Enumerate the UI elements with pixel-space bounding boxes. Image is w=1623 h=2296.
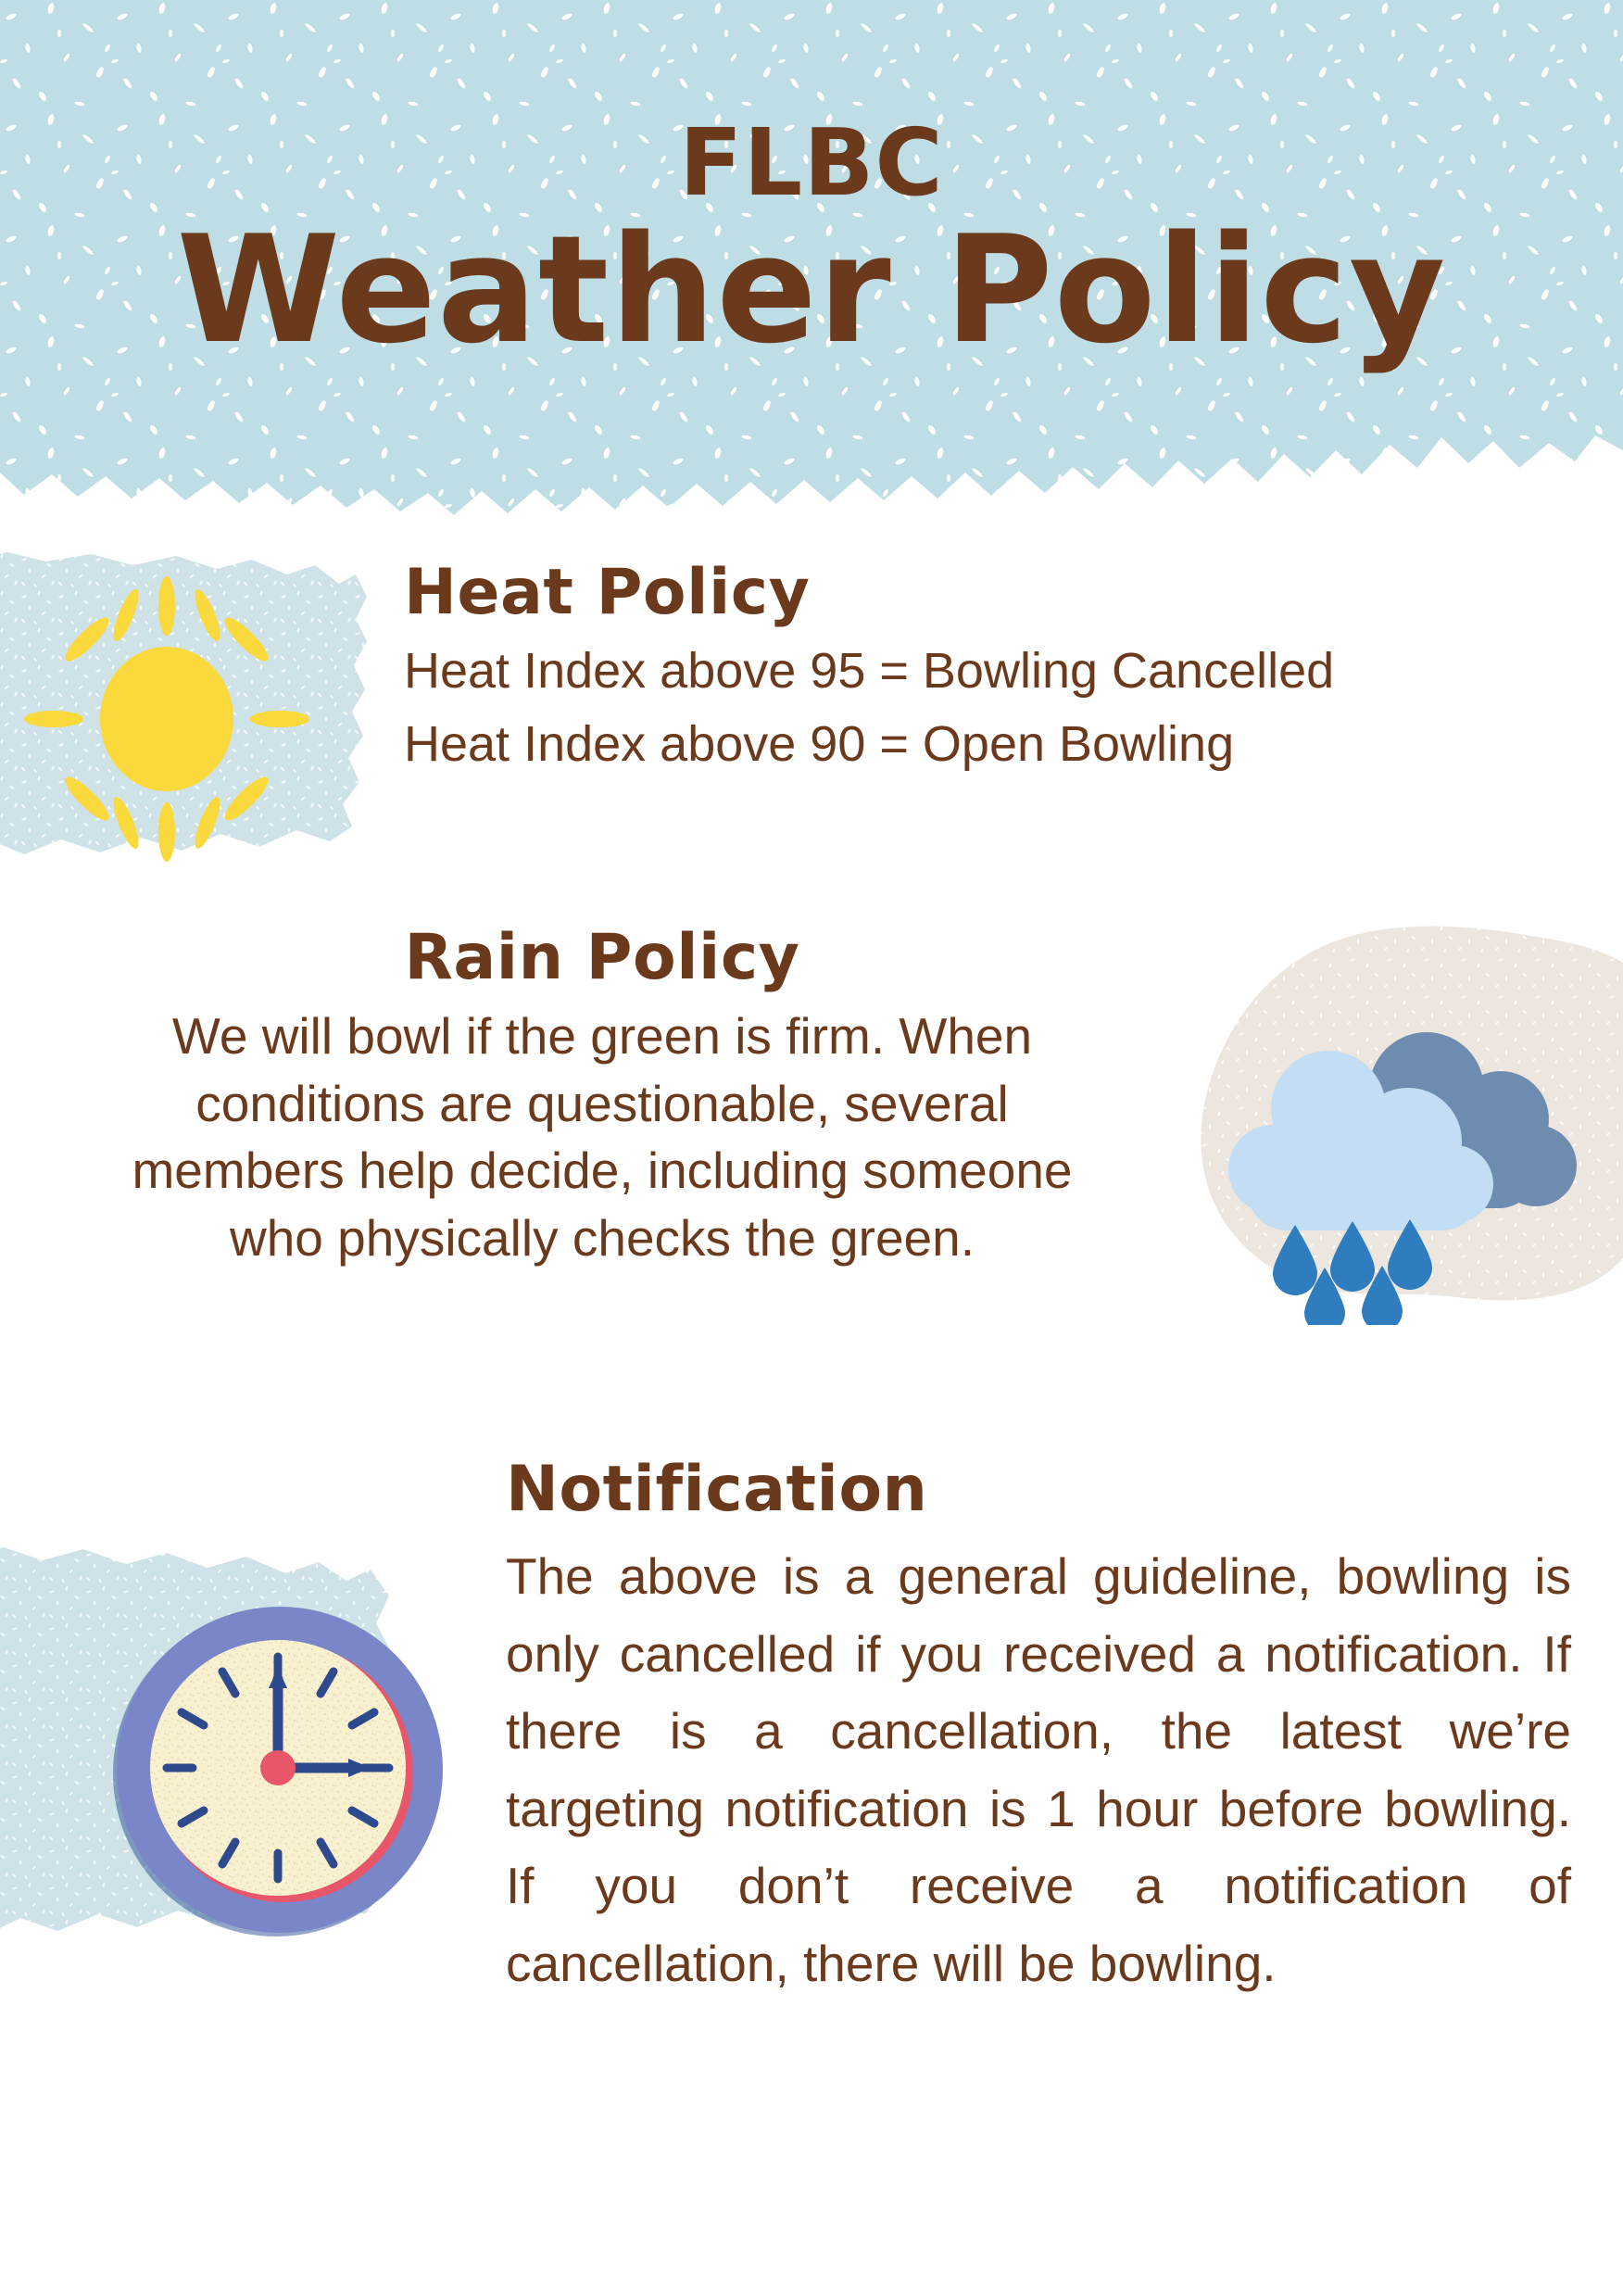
notification-body: The above is a general guideline, bowling is only cancelled if you received a notification. If there is a cancellation, the latest we’re targeting notification is 1 hour before bowling. If you don’t receive a notification of cancellation, there will be bowling. [506,1547,1571,1992]
clock-icon [102,1594,454,1946]
rain-policy-line-2: conditions are questionable, several [195,1074,1009,1132]
heat-policy-line-1: Heat Index above 95 = Bowling Cancelled [404,643,1335,699]
clock-center-dot [260,1750,296,1785]
rain-policy-line-4: who physically checks the green. [229,1208,975,1267]
notification-section [0,1445,1623,2177]
notification-text [506,1453,1571,2003]
rain-policy-section [0,917,1623,1353]
notification-heading: Notification [506,1453,928,1526]
rain-policy-line-3: members help decide, including someone [132,1142,1073,1200]
sun-icon [19,571,315,867]
heat-policy-line-2: Heat Index above 90 = Open Bowling [404,716,1235,773]
rain-policy-text [56,921,1149,1271]
page-title: Weather Policy [176,203,1447,376]
rain-policy-heading: Rain Policy [404,921,800,994]
org-abbr: FLBC [679,108,944,217]
heat-policy-section [0,552,1623,904]
header-band-shape [0,0,1623,519]
rain-cloud-icon [1206,1019,1595,1325]
rain-policy-line-1: We will bowl if the green is firm. When [171,1007,1033,1065]
header-banner [0,0,1623,519]
heat-policy-text [404,556,1571,786]
raindrop-group [1273,1219,1432,1325]
heat-policy-heading: Heat Policy [404,556,811,629]
